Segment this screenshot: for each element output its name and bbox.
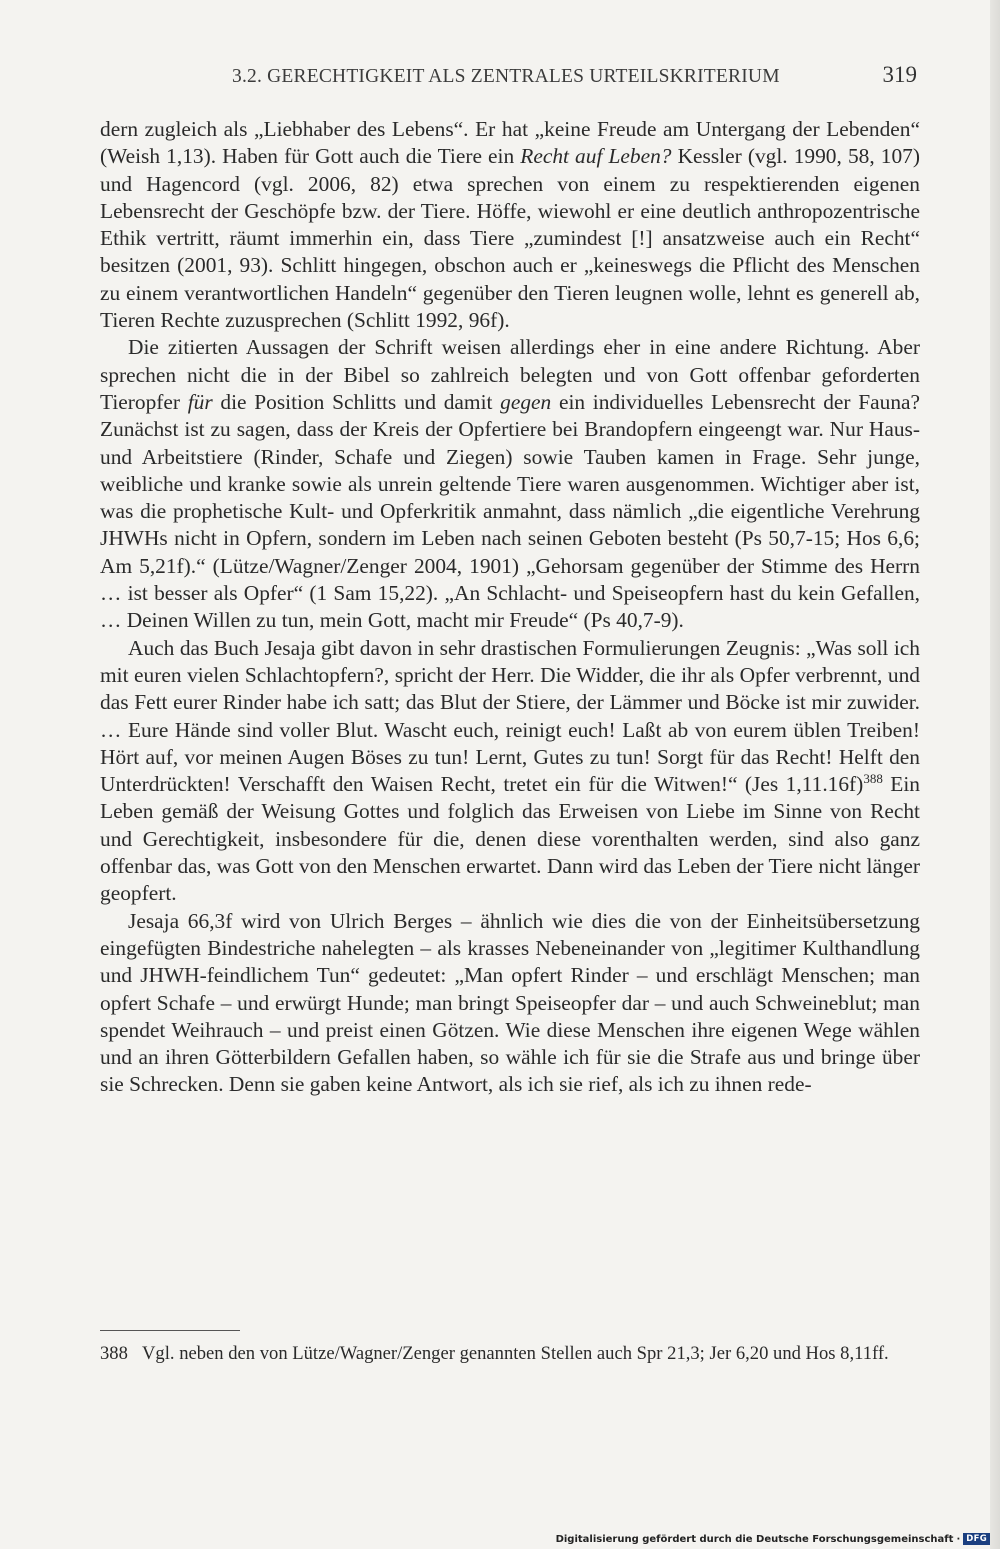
paragraph-3-text-1: Auch das Buch Jesaja gibt davon in sehr drastischen Formulierungen Zeugnis: „Was soll ich mit euren vielen Schlachtopfern?, spricht der Herr. Die Widder, die ihr als Opfer verbrennt, und das Fett eurer Rinder habe ich satt; das Blut der Stiere, der Lämmer und Böcke ist mir zuwider. … Eure Hände sind voller Blut. Wascht euch, reinigt euch! Laßt ab von eurem üblen Treiben! Hört auf, vor meinen Augen Böses zu tun! Lernt, Gutes zu tun! Sorgt für das Recht! Helft den Unterdrückten! Verschafft den Waisen Recht, tretet ein für die Witwen!“ (Jes 1,11.16f) bbox=[100, 635, 920, 797]
footnote-number: 388 bbox=[100, 1343, 128, 1364]
paragraph-2-text-1: Die zitierten Aussagen der Schrift weisen allerdings eher in eine andere Richtung. Aber sprechen nicht die in der Bibel so zahlreich belegten und von Gott offenbar geforderten Tieropfer bbox=[100, 335, 920, 414]
digitization-footer bbox=[556, 1532, 990, 1546]
footer-text: Digitalisierung gefördert durch die Deutsche Forschungsgemeinschaft bbox=[555, 1533, 954, 1545]
footnote bbox=[100, 1341, 962, 1366]
paragraph-2-emphasis-1: für bbox=[187, 389, 213, 414]
footnote-text: Vgl. neben den von Lütze/Wagner/Zenger genannten Stellen auch Spr 21,3; Jer 6,20 und Hos 8,11ff. bbox=[142, 1343, 889, 1364]
paragraph-2-emphasis-2: gegen bbox=[500, 389, 552, 414]
body-text bbox=[100, 116, 920, 1099]
paragraph-3 bbox=[100, 635, 920, 908]
paragraph-4 bbox=[100, 908, 920, 1099]
paragraph-1-emphasis-1: Recht auf Leben? bbox=[520, 144, 672, 169]
paragraph-1 bbox=[100, 116, 920, 334]
paragraph-2-text-2: die Position Schlitts und damit bbox=[212, 389, 501, 414]
paragraph-3-text-2: Ein Leben gemäß der Weisung Gottes und folglich das Erweisen von Liebe im Sinne von Recht und Gerechtigkeit, insbesondere für die, denen diese vorenthalten werden, sind also ganz offenbar das, was Gott von den Menschen erwartet. Dann wird das Leben der Tiere nicht länger geopfert. bbox=[100, 772, 920, 906]
dfg-logo: DFG bbox=[963, 1533, 990, 1545]
running-title: 3.2. GERECHTIGKEIT ALS ZENTRALES URTEILSKRITERIUM bbox=[232, 66, 780, 87]
paragraph-2-text-3: ein individuelles Lebensrecht der Fauna? Zunächst ist zu sagen, dass der Kreis der Opfertiere bei Brandopfern eingeengt war. Nur Haus- und Arbeitstiere (Rinder, Schafe und Ziegen) sowie Tauben kamen in Frage. Sehr junge, weibliche und kranke sowie als unrein geltende Tiere waren ausgenommen. Wichtiger aber ist, was die prophetische Kult- und Opferkritik anmahnt, dass nämlich „die eigentliche Verehrung JHWHs nicht in Opfern, sondern im Leben nach seinen Geboten besteht (Ps 50,7-15; Hos 6,6; Am 5,21f).“ (Lütze/Wagner/Zenger 2004, 1901) „Gehorsam gegenüber der Stimme des Herrn … ist besser als Opfer“ (1 Sam 15,22). „An Schlacht- und Speiseopfern hast du kein Gefallen, … Deinen Willen zu tun, mein Gott, macht mir Freude“ (Ps 40,7-9). bbox=[100, 389, 921, 633]
footnote-divider bbox=[100, 1330, 240, 1331]
paragraph-1-text-2: Kessler (vgl. 1990, 58, 107) und Hagencord (vgl. 2006, 82) etwa sprechen von einem zu respektierenden eigenen Lebensrecht der Geschöpfe bzw. der Tiere. Höffe, wiewohl er eine deutlich anthropozentrische Ethik vertritt, räumt immerhin ein, dass Tiere „zumindest [!] ansatzweise auch ein Recht“ besitzen (2001, 93). Schlitt hingegen, obschon auch er „keineswegs die Pflicht des Menschen zu einem verantwortlichen Handeln“ gegenüber den Tieren leugnen wolle, lehnt es generell ab, Tieren Rechte zuzusprechen (Schlitt 1992, 96f). bbox=[100, 144, 920, 333]
page-number: 319 bbox=[882, 62, 917, 87]
paragraph-1-text-1: dern zugleich als „Liebhaber des Lebens“. Er hat „keine Freude am Untergang der Lebenden“ (Weish 1,13). Haben für Gott auch die Tiere ein bbox=[100, 117, 920, 169]
running-head bbox=[100, 62, 920, 96]
page-edge bbox=[990, 0, 1000, 1549]
footnote-reference[interactable]: 388 bbox=[863, 771, 883, 786]
paragraph-4-text-1: Jesaja 66,3f wird von Ulrich Berges – ähnlich wie dies die von der Einheitsübersetzung eingefügten Bindestriche nahelegten – als krasses Nebeneinander von „legitimer Kulthandlung und JHWH-feindlichem Tun“ gedeutet: „Man opfert Rinder – und erschlägt Menschen; man opfert Schafe – und erwürgt Hunde; man bringt Speiseopfer dar – und auch Schweineblut; man spendet Weihrauch – und preist einen Götzen. Wie diese Menschen ihre eigenen Wege wählen und an ihren Götterbildern Gefallen haben, so wähle ich für sie die Strafe aus und bringe über sie Schrecken. Denn sie gaben keine Antwort, als ich sie rief, als ich zu ihnen rede- bbox=[100, 908, 920, 1097]
footer-separator: · bbox=[956, 1533, 961, 1545]
paragraph-2 bbox=[100, 334, 920, 634]
